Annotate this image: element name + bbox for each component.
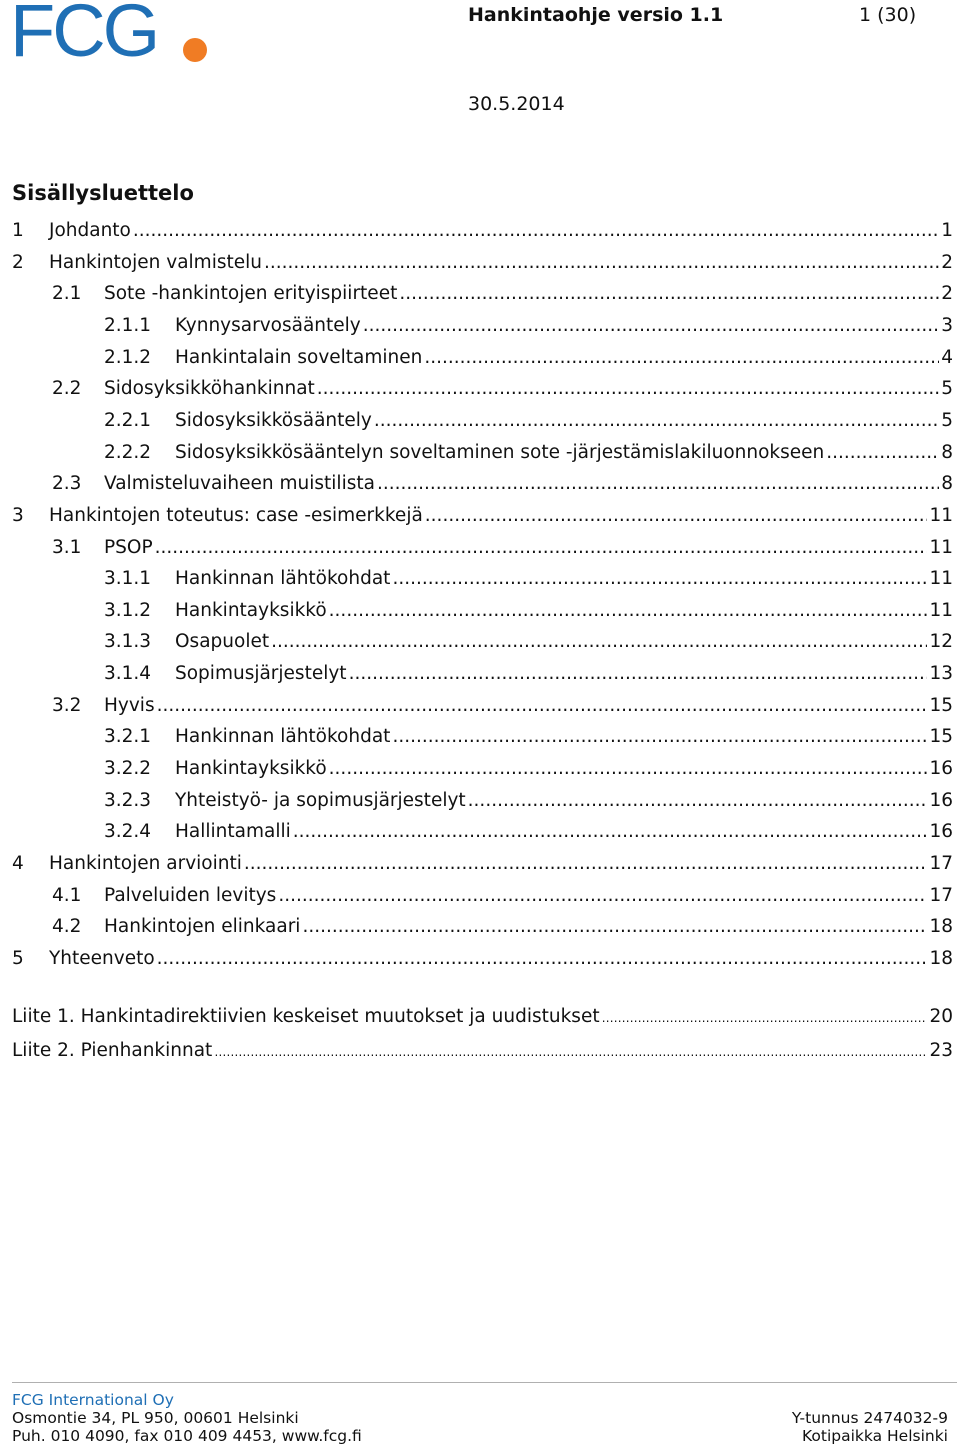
toc-dot-leader — [468, 790, 928, 811]
toc-entry-page: 4 — [941, 346, 953, 368]
toc-entry[interactable] — [104, 442, 953, 468]
toc-entry-page: 11 — [929, 536, 953, 558]
toc-dot-leader — [271, 631, 927, 652]
toc-entry-number: 3.2.4 — [104, 821, 152, 843]
toc-entry[interactable] — [12, 505, 953, 531]
toc-entry-title: Johdanto — [49, 220, 131, 241]
fcg-logo — [10, 0, 210, 72]
toc-dot-leader — [264, 252, 939, 273]
toc-dot-leader — [392, 568, 927, 589]
toc-entry-title: Sidosyksikkösääntely — [175, 409, 372, 431]
toc-entry-title: Kynnysarvosääntely — [175, 314, 361, 336]
toc-entry[interactable] — [52, 537, 953, 563]
appendix-entry[interactable] — [12, 1040, 953, 1061]
toc-entry-number: 3.2 — [52, 694, 82, 716]
toc-entry[interactable] — [52, 378, 953, 404]
toc-entry-page: 1 — [941, 220, 953, 241]
toc-dot-leader — [377, 473, 939, 494]
toc-dot-leader — [374, 410, 939, 431]
toc-dot-leader — [329, 758, 928, 779]
toc-entry-title: PSOP — [104, 536, 153, 558]
toc-entry-number: 3.1.2 — [104, 599, 152, 621]
toc-entry-title: Hankintojen arviointi — [49, 853, 242, 874]
toc-entry[interactable] — [104, 790, 953, 816]
toc-entry[interactable] — [52, 885, 953, 911]
toc-entry[interactable] — [12, 252, 953, 278]
toc-entry-page: 18 — [929, 916, 953, 938]
toc-entry-page: 16 — [929, 758, 953, 780]
toc-entry-number: 3.2.3 — [104, 789, 152, 811]
toc-entry-page: 13 — [929, 663, 953, 685]
toc-entry-number: 2 — [12, 251, 24, 273]
toc-entry[interactable] — [52, 283, 953, 309]
toc-entry-title: Hankintalain soveltaminen — [175, 346, 423, 368]
toc-entry-title: Hankintojen elinkaari — [104, 916, 301, 938]
toc-entry-page: 12 — [929, 631, 953, 653]
toc-entry[interactable] — [52, 473, 953, 499]
toc-entry-page: 16 — [929, 789, 953, 811]
toc-entry-number: 1 — [12, 220, 24, 241]
toc-entry-page: 5 — [941, 409, 953, 431]
toc-entry[interactable] — [104, 758, 953, 784]
toc-entry[interactable] — [12, 220, 953, 246]
toc-dot-leader — [157, 948, 928, 969]
footer-company: FCG International Oy — [12, 1391, 174, 1409]
toc-entry-page: 2 — [941, 283, 953, 305]
toc-entry-page: 8 — [941, 473, 953, 495]
toc-entry-title: Sote -hankintojen erityispiirteet — [104, 283, 398, 305]
toc-entry-number: 3.1.4 — [104, 663, 152, 685]
toc-entry-page: 8 — [941, 441, 953, 463]
toc-entry-title: Osapuolet — [175, 631, 270, 653]
toc-dot-leader — [329, 600, 928, 621]
toc-entry-number: 2.1.2 — [104, 346, 152, 368]
toc-entry[interactable] — [104, 347, 953, 373]
toc-entry[interactable] — [52, 916, 953, 942]
footer-address: Osmontie 34, PL 950, 00601 Helsinki — [12, 1409, 299, 1427]
toc-dot-leader — [293, 821, 928, 842]
toc-entry-number: 4.1 — [52, 884, 82, 906]
toc-entry[interactable] — [12, 853, 953, 879]
toc-entry-number: 2.2.1 — [104, 409, 152, 431]
toc-entry-number: 2.1.1 — [104, 314, 152, 336]
toc-dot-leader — [399, 283, 939, 304]
toc-entry-number: 5 — [12, 947, 24, 969]
toc-entry-title: Yhteistyö- ja sopimusjärjestelyt — [175, 789, 466, 811]
toc-entry-page: 11 — [929, 599, 953, 621]
appendix-entry[interactable] — [12, 1006, 953, 1027]
toc-entry-title: Hankintayksikkö — [175, 758, 327, 780]
footer-domicile: Kotipaikka Helsinki — [802, 1427, 948, 1445]
toc-entry[interactable] — [104, 821, 953, 847]
toc-entry-page: 18 — [929, 947, 953, 969]
toc-entry-title: Hankinnan lähtökohdat — [175, 568, 391, 590]
toc-entry-number: 2.2 — [52, 378, 82, 400]
toc-entry-page: 3 — [941, 314, 953, 336]
toc-entry-number: 3.1.1 — [104, 568, 152, 590]
toc-dot-leader — [133, 220, 939, 241]
toc-entry-title: Hallintamalli — [175, 821, 291, 843]
toc-heading: Sisällysluettelo — [12, 181, 194, 205]
toc-entry-number: 3.1 — [52, 536, 82, 558]
toc-entry-title: Sidosyksikkösääntelyn soveltaminen sote -järjestämislakiluonnokseen — [175, 441, 825, 463]
appendix-dot-leader — [602, 1006, 928, 1027]
toc-entry-page: 16 — [929, 821, 953, 843]
footer-divider — [12, 1382, 957, 1383]
footer-phone: Puh. 010 4090, fax 010 409 4453, www.fcg.fi — [12, 1427, 362, 1445]
toc-entry-page: 11 — [929, 568, 953, 590]
toc-entry-number: 3.2.1 — [104, 726, 152, 748]
toc-entry-title: Hankintayksikkö — [175, 599, 327, 621]
toc-dot-leader — [302, 916, 927, 937]
toc-entry-number: 2.1 — [52, 283, 82, 305]
toc-dot-leader — [244, 853, 928, 874]
document-date: 30.5.2014 — [468, 93, 565, 115]
document-title: Hankintaohje versio 1.1 — [468, 4, 724, 26]
toc-entry-title: Palveluiden levitys — [104, 884, 277, 906]
toc-entry-page: 17 — [929, 853, 953, 874]
toc-entry-page: 11 — [929, 504, 953, 526]
appendix-title: Liite 2. Pienhankinnat — [12, 1040, 213, 1061]
appendix-title: Liite 1. Hankintadirektiivien keskeiset muutokset ja uudistukset — [12, 1006, 600, 1027]
toc-entry[interactable] — [104, 410, 953, 436]
toc-entry-number: 4.2 — [52, 916, 82, 938]
toc-entry[interactable] — [12, 948, 953, 974]
toc-entry-number: 2.3 — [52, 473, 82, 495]
toc-entry-page: 15 — [929, 726, 953, 748]
toc-dot-leader — [157, 695, 928, 716]
toc-dot-leader — [278, 885, 927, 906]
toc-entry[interactable] — [104, 663, 953, 689]
toc-entry[interactable] — [52, 695, 953, 721]
appendix-page: 20 — [929, 1006, 953, 1027]
footer-business-id: Y-tunnus 2474032-9 — [791, 1409, 948, 1427]
toc-entry-number: 2.2.2 — [104, 441, 152, 463]
toc-entry-title: Sopimusjärjestelyt — [175, 663, 347, 685]
toc-dot-leader — [155, 537, 928, 558]
toc-dot-leader — [425, 505, 928, 526]
toc-entry-title: Hankintojen toteutus: case -esimerkkejä — [49, 504, 423, 526]
toc-entry-number: 4 — [12, 853, 24, 874]
toc-entry-title: Valmisteluvaiheen muistilista — [104, 473, 375, 495]
toc-dot-leader — [392, 726, 927, 747]
toc-dot-leader — [363, 315, 939, 336]
toc-entry-title: Yhteenveto — [49, 947, 155, 969]
toc-entry[interactable] — [104, 631, 953, 657]
toc-dot-leader — [349, 663, 928, 684]
toc-entry-page: 5 — [941, 378, 953, 400]
logo-dot-icon — [183, 38, 207, 62]
toc-entry-title: Hankintojen valmistelu — [49, 251, 262, 273]
toc-entry-page: 17 — [929, 884, 953, 906]
page-indicator: 1 (30) — [859, 4, 917, 26]
toc-entry[interactable] — [104, 315, 953, 341]
toc-entry[interactable] — [104, 568, 953, 594]
toc-entry-number: 3.1.3 — [104, 631, 152, 653]
toc-entry[interactable] — [104, 726, 953, 752]
logo-text: FCG — [10, 0, 158, 72]
appendix-dot-leader — [214, 1040, 927, 1061]
toc-dot-leader — [826, 442, 939, 463]
toc-entry[interactable] — [104, 600, 953, 626]
toc-entry-title: Hyvis — [104, 694, 155, 716]
toc-entry-page: 15 — [929, 694, 953, 716]
toc-entry-page: 2 — [941, 251, 953, 273]
toc-dot-leader — [317, 378, 939, 399]
toc-entry-title: Sidosyksikköhankinnat — [104, 378, 315, 400]
appendix-page: 23 — [929, 1040, 953, 1061]
toc-dot-leader — [424, 347, 939, 368]
toc-entry-title: Hankinnan lähtökohdat — [175, 726, 391, 748]
toc-entry-number: 3.2.2 — [104, 758, 152, 780]
toc-entry-number: 3 — [12, 504, 24, 526]
